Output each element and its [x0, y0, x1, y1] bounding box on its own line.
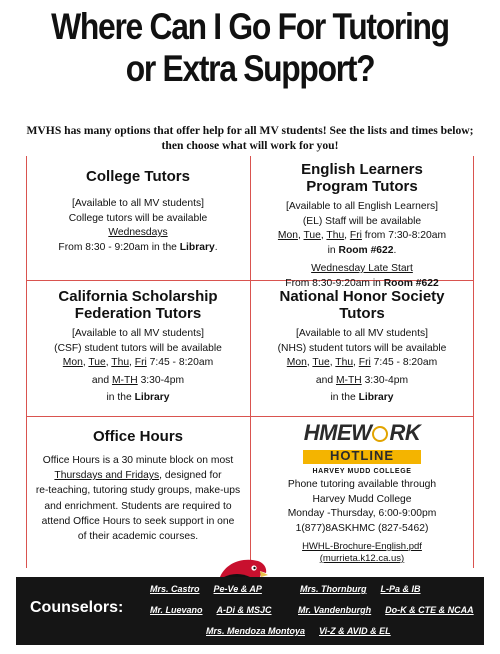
nhs-tutors-section [250, 288, 474, 406]
el-program-tutors-section [250, 161, 474, 291]
office-hours-days: Thursdays and Fridays [54, 470, 160, 482]
nhs-availability: [Available to all MV students] [295, 328, 429, 339]
college-time-line: From 8:30 - 9:20am in the Library. [58, 241, 218, 253]
csf-tutors-section [26, 288, 250, 406]
homework-hotline-logo: HMEW RK HOTLINE HARVEY MUDD COLLEGE [303, 420, 421, 475]
college-day: Wednesdays [108, 227, 168, 238]
college-tutors-section [26, 164, 250, 255]
counselors-footer [16, 577, 484, 645]
nhs-days-line: Mon, Tue, Thu, Fri 7:45 - 8:20am [286, 357, 438, 368]
hotline-phone: 1(877)8ASKHMC (827-5462) [295, 522, 429, 534]
nhs-line-2: (NHS) student tutors will be available [277, 342, 447, 354]
office-hours-section [26, 424, 250, 544]
el-availability: [Available to all English Learners] [285, 201, 439, 212]
el-room: Room #622 [338, 244, 394, 256]
homework-hotline-section [250, 420, 474, 565]
hotline-line-2: Harvey Mudd College [312, 493, 412, 505]
tutoring-grid [26, 156, 474, 568]
el-program-heading: English Learners Program Tutors [301, 161, 423, 195]
csf-days-line: Mon, Tue, Thu, Fri 7:45 - 8:20am [62, 357, 214, 368]
hotline-hours: Monday -Thursday, 6:00-9:00pm [287, 508, 437, 519]
el-line-2: (EL) Staff will be available [302, 215, 422, 227]
title-line-1: Where Can I Go For Tutoring [51, 6, 449, 47]
csf-afternoon-line: and M-TH 3:30-4pm [91, 374, 185, 386]
office-hours-heading: Office Hours [92, 428, 183, 445]
counselor-item: Mrs. Mendoza Montoya Vi-Z & AVID & EL [206, 626, 391, 636]
office-hours-body: Office Hours is a 30 minute block on most Thursdays and Fridays, designed for re-teaching, tutoring study groups, make-ups and enrichment. Students are required to attend Office Hours to seek support in one of their academic courses. [35, 455, 241, 543]
lightbulb-icon [372, 426, 388, 442]
el-room-line: in Room #622. [327, 244, 397, 256]
csf-heading: California Scholarship Federation Tutors [58, 288, 218, 322]
csf-line-2: (CSF) student tutors will be available [54, 342, 222, 354]
el-late-start-time: From 8:30-9:20am in Room #622 [285, 277, 439, 289]
intro-text: MVHS has many options that offer help for all MV students! See the lists and times below; then choose what will work for you! [26, 124, 474, 152]
nhs-afternoon-line: and M-TH 3:30-4pm [315, 374, 409, 386]
el-late-start: Wednesday Late Start [311, 263, 413, 274]
el-days-line: Mon, Tue, Thu, Fri from 7:30-8:20am [277, 230, 447, 241]
title-line-2: or Extra Support? [125, 48, 375, 89]
counselor-item: Mrs. Castro Pe-Ve & AP [150, 584, 262, 594]
grid-row-rule-2 [26, 416, 474, 417]
counselor-item: Mrs. Thornburg L-Pa & IB [300, 584, 421, 594]
csf-availability: [Available to all MV students] [71, 328, 205, 339]
nhs-location-line: in the Library [330, 392, 394, 403]
college-availability: [Available to all MV students] [71, 198, 205, 209]
nhs-heading: National Honor Society Tutors [279, 288, 445, 322]
college-tutors-heading: College Tutors [86, 168, 190, 185]
counselor-item: Mr. Vandenburgh Do-K & CTE & NCAA [298, 605, 474, 615]
page-title [35, 6, 465, 90]
college-location: Library [179, 241, 215, 253]
hotline-line-1: Phone tutoring available through [287, 479, 437, 490]
counselor-item: Mr. Luevano A-Di & MSJC [150, 605, 272, 615]
csf-location-line: in the Library [106, 392, 170, 403]
counselors-label: Counselors: [30, 599, 124, 616]
hotline-brochure-link[interactable]: HWHL-Brochure-English.pdf (murrieta.k12.ca.us) [302, 541, 422, 564]
college-line-2: College tutors will be available [68, 212, 208, 224]
